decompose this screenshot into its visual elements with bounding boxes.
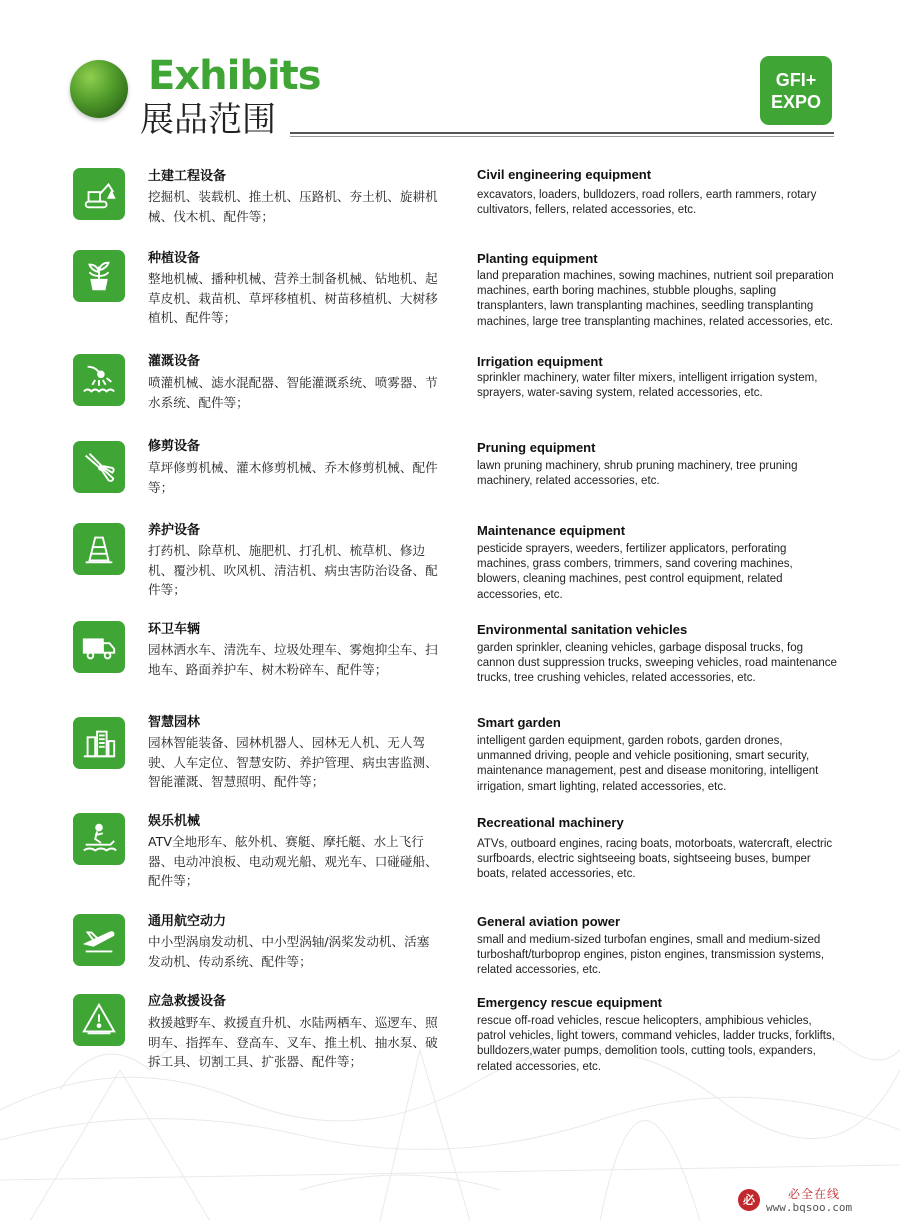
category-desc-cn: 整地机械、播种机械、营养土制备机械、钻地机、起草皮机、栽苗机、草坪移植机、树苗移植机、大树移植机、配件等； [148, 271, 438, 325]
watermark-badge: 必 [738, 1189, 760, 1211]
category-title-en: Civil engineering equipment [477, 167, 652, 182]
category-title-en: Pruning equipment [477, 440, 596, 455]
page-title-cn: 展品范围 [140, 100, 276, 140]
grass-ball-logo [70, 60, 128, 118]
category-title-en: Smart garden [477, 715, 561, 730]
category-desc-cn: 打药机、除草机、施肥机、打孔机、梳草机、修边机、覆沙机、吹风机、清洁机、病虫害防治设备、配件等； [148, 543, 438, 597]
category-title-cn: 土建工程设备 [148, 169, 227, 184]
watermark-url: www.bqsoo.com [766, 1201, 853, 1214]
category-title-cn: 环卫车辆 [148, 622, 201, 637]
category-desc-cn: 草坪修剪机械、灌木修剪机械、乔木修剪机械、配件等； [148, 460, 438, 495]
category-title-en: Maintenance equipment [477, 523, 626, 538]
category-desc-cn: 喷灌机械、滤水混配器、智能灌溉系统、喷雾器、节水系统、配件等； [148, 375, 438, 410]
logo-line2: EXPO [770, 91, 822, 112]
title-divider [290, 132, 834, 134]
gfi-expo-logo [760, 56, 832, 125]
category-desc-cn: 救援越野车、救援直升机、水陆两栖车、巡逻车、照明车、指挥车、登高车、叉车、推土机、抽水泵、破拆工具、切割工具、扩张器、配件等； [148, 1015, 438, 1069]
category-title-cn: 灌溉设备 [148, 354, 201, 369]
category-desc-cn: ATV全地形车、舷外机、赛艇、摩托艇、水上飞行器、电动冲浪板、电动观光船、观光车、口碰碰船、配件等； [148, 834, 438, 888]
category-desc-en: ATVs, outboard engines, racing boats, motorboats, watercraft, electric surfboards, electric sightseeing boats, sightseeing buses, bumper boats, related accessories, etc. [477, 838, 833, 881]
category-desc-en: small and medium-sized turbofan engines, small and medium-sized turboshaft/turboprop engines, piston engines, transmission systems, related accessories, etc. [477, 934, 825, 977]
airplane-takeoff-icon [73, 914, 125, 966]
page-title-en: Exhibits [148, 53, 321, 99]
category-title-en: Planting equipment [477, 251, 598, 266]
category-title-cn: 通用航空动力 [148, 914, 227, 929]
category-title-en: General aviation power [477, 914, 621, 929]
truck-icon [73, 621, 125, 673]
category-title-cn: 娱乐机械 [148, 814, 201, 829]
category-desc-en: sprinkler machinery, water filter mixers, intelligent irrigation system, sprayers, water-saving system, related accessories, etc. [477, 372, 818, 400]
category-desc-en: intelligent garden equipment, garden robots, garden drones, unmanned driving, people and vehicle positioning, smart security, maintenance management, pest and disease monitoring, intelligent irrigation, smart lighting, related accessories, etc. [477, 735, 819, 793]
category-title-cn: 养护设备 [148, 523, 201, 538]
category-desc-en: lawn pruning machinery, shrub pruning machinery, tree pruning machinery, related accessories, etc. [477, 460, 798, 488]
category-desc-cn: 中小型涡扇发动机、中小型涡轴/涡桨发动机、活塞发动机、传动系统、配件等； [148, 934, 430, 969]
category-desc-cn: 园林洒水车、清洗车、垃圾处理车、雾炮抑尘车、扫地车、路面养护车、树木粉碎车、配件等； [148, 642, 438, 677]
category-title-cn: 智慧园林 [148, 715, 201, 730]
traffic-cone-icon [73, 523, 125, 575]
category-title-cn: 应急救援设备 [148, 994, 227, 1009]
smart-city-icon [73, 717, 125, 769]
category-title-cn: 种植设备 [148, 251, 201, 266]
logo-line1: GFI+ [775, 69, 817, 90]
emergency-vehicle-icon [73, 994, 125, 1046]
pruning-shears-icon [73, 441, 125, 493]
category-title-cn: 修剪设备 [148, 439, 201, 454]
category-desc-en: pesticide sprayers, weeders, fertilizer applicators, perforating machines, grass combers, trimmers, sand covering machines, blowers, cleaning machines, pest control equipment, related accessories, etc. [477, 543, 793, 601]
potted-plant-icon [73, 250, 125, 302]
watermark [738, 1187, 888, 1217]
title-divider-thin [290, 136, 834, 137]
category-desc-cn: 园林智能装备、园林机器人、园林无人机、无人驾驶、人车定位、智慧安防、养护管理、病虫害监测、智能灌溉、智慧照明、配件等； [148, 735, 438, 789]
category-title-en: Emergency rescue equipment [477, 995, 662, 1010]
category-title-en: Recreational machinery [477, 815, 624, 830]
category-desc-en: land preparation machines, sowing machines, nutrient soil preparation machines, earth boring machines, stubble ploughs, sapling transplanters, lawn transplanting machines, seedling transplanting machines, large tree transplanting machines, related accessories, etc. [477, 270, 834, 328]
category-title-en: Irrigation equipment [477, 354, 603, 369]
watermark-text: 必全在线 [788, 1187, 841, 1201]
excavator-icon [73, 168, 125, 220]
sprinkler-icon [73, 354, 125, 406]
category-title-en: Environmental sanitation vehicles [477, 622, 688, 637]
category-desc-en: excavators, loaders, bulldozers, road rollers, earth rammers, rotary cultivators, fellers, related accessories, etc. [477, 189, 817, 217]
category-desc-cn: 挖掘机、装载机、推土机、压路机、夯土机、旋耕机械、伐木机、配件等； [148, 189, 438, 224]
category-desc-en: garden sprinkler, cleaning vehicles, garbage disposal trucks, fog cannon dust suppression trucks, sweeping vehicles, road maintenance trucks, tree crushing vehicles, related accessories, etc. [477, 642, 837, 685]
category-desc-en: rescue off-road vehicles, rescue helicopters, amphibious vehicles, patrol vehicles, light towers, command vehicles, ladder trucks, forklifts, bulldozers,water pumps, demolition tools, cutting tools, expanders, related accessories, etc. [477, 1015, 835, 1073]
jet-ski-icon [73, 813, 125, 865]
